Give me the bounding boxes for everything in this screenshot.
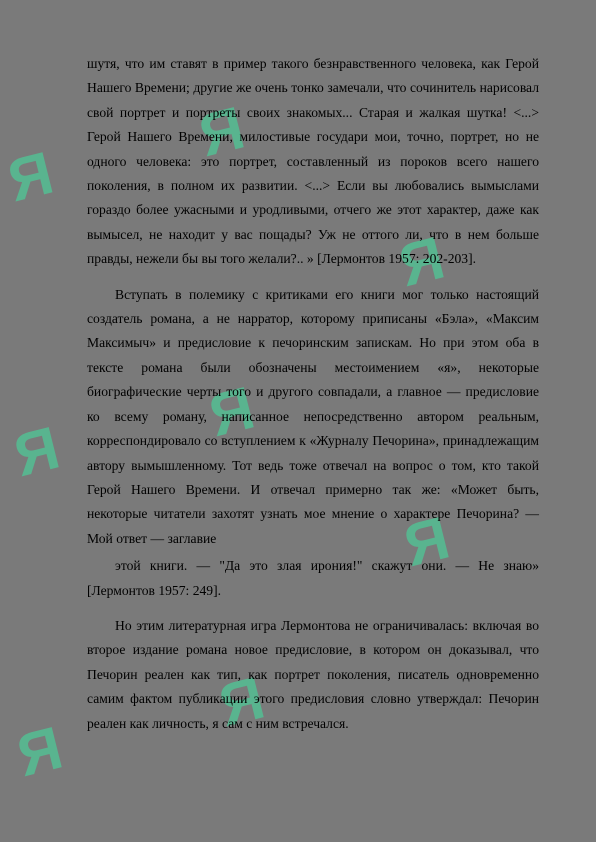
svg-text:Я: Я: [1, 138, 60, 215]
svg-text:Я: Я: [392, 223, 451, 300]
paragraph-3: этой книги. — "Да это злая ирония!" скажут они. — Не знаю» [Лермонтов 1957: 249].: [87, 558, 539, 598]
svg-text:Я: Я: [202, 373, 261, 450]
paragraph-4: Но этим литературная игра Лермонтова не ограничивалась: включая во второе издание романа новое предисловие, в котором он доказывал, что Печорин реален как тип, как портрет поколения, писатель одновременно самим фактом публикации этого предисловия словно утверждал: Печорин реален как личность, я сам с ним встречался.: [87, 617, 539, 731]
paragraph-2: Вступать в полемику с критиками его книги мог только настоящий создатель романа, а не нарратор, которому приписаны «Бэла», «Максим Максимыч» и предисловие к печоринским запискам. Но при этом оба в тексте романа были обозначены местоимением «я», некоторые биографические черты того и другого совпадали, а главное — предисловие ко всему роману, написанное непосредственно автором реальным, корреспондировало со вступлением к «Журналу Печорина», принадлежащим автору вымышленному. Тот ведь тоже отвечал на вопрос о том, кто такой Герой Нашего Времени. И отвечал примерно так же: «Может быть, некоторые читатели захотят узнать мое мнение о характере Печорина? — Мой ответ — заглавие: [87, 286, 539, 546]
paragraph-1: шутя, что им ставят в пример такого безнравственного человека, как Герой Нашего Времени; другие же очень тонко замечали, что сочинитель нарисовал свой портрет и портреты своих знакомых... Старая и жалкая шутка! <...> Герой Нашего Времени, милостивые государи мои, точно, портрет, но не одного человека: это портрет, составленный из пороков всего нашего поколения, в полном их развитии. <...> Если вы любовались вымыслами гораздо более ужасными и уродливыми, отчего же этот характер, даже как вымысел, не находит у вас пощады? Уж не оттого ли, что в нем больше правды, нежели бы вы того желали?.. » [Лермонтов 1957: 202-203].: [87, 56, 539, 267]
svg-text:Я: Я: [192, 93, 251, 170]
svg-text:Я: Я: [7, 413, 66, 490]
svg-text:Я: Я: [212, 663, 271, 740]
svg-text:Я: Я: [10, 713, 69, 790]
svg-text:Я: Я: [397, 503, 456, 580]
body-text: [87, 52, 539, 736]
